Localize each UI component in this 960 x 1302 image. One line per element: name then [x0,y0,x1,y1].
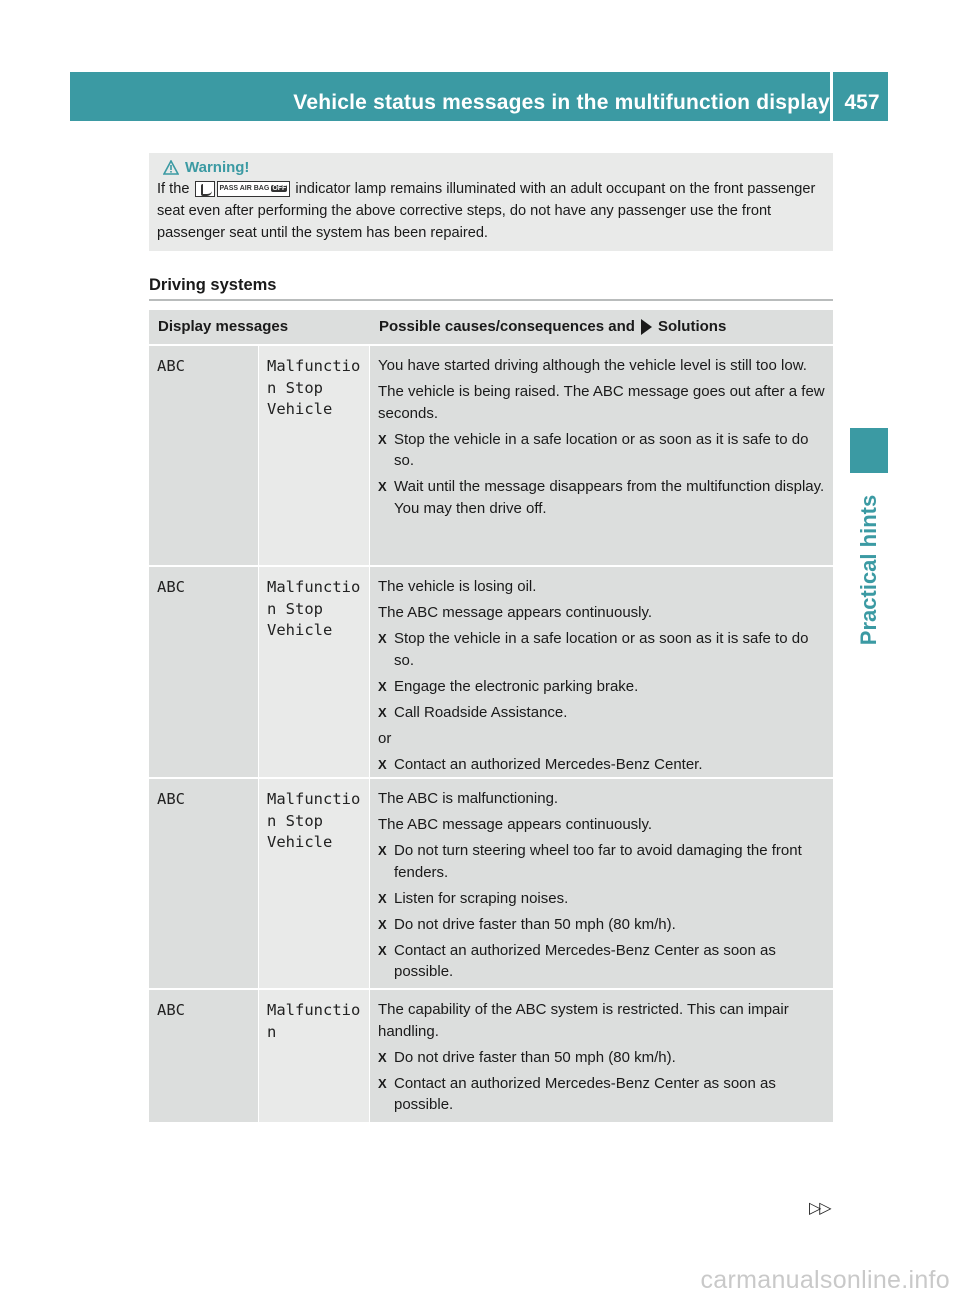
display-message: Malfunctio n Stop Vehicle [267,357,361,418]
step-text: Stop the vehicle in a safe location or as soon as it is safe to do so. [394,630,809,669]
section-rule [149,299,833,301]
cause-text: The ABC message appears continuously. [378,816,653,833]
solution-step [378,628,828,671]
cause-text: The capability of the ABC system is restricted. This can impair handling. [378,1001,789,1040]
step-text: Call Roadside Assistance. [394,703,568,721]
cell-message [259,567,369,777]
step-arrow-icon: X [378,942,387,958]
watermark: carmanualsonline.info [700,1266,950,1294]
step-arrow-icon: X [378,756,387,772]
cause-text: The ABC is malfunctioning. [378,790,559,807]
cell-message [259,779,369,988]
solution-step [378,940,828,983]
display-code: ABC [157,357,185,375]
step-extra-text: You may then drive off. [394,499,547,517]
header-causes-solutions [379,310,726,344]
table-row [149,990,833,1122]
pass-air-bag-off-icon [217,181,291,197]
warning-heading-text: Warning! [185,159,250,176]
step-text: Listen for scraping noises. [394,889,569,907]
solution-step [378,840,828,883]
solutions-body [378,788,828,987]
solutions-body [378,576,828,780]
warning-text-before: If the [157,181,190,197]
step-arrow-icon: X [378,479,387,494]
step-arrow-icon: X [378,916,387,932]
side-tab-marker [850,428,888,473]
solution-arrow-icon [641,319,652,335]
solution-step [378,429,828,472]
display-code: ABC [157,1001,185,1019]
header-divider [830,72,833,121]
header-causes-text: Possible causes/consequences and [379,318,635,335]
step-arrow-icon: X [378,704,387,720]
cell-solutions [370,990,833,1122]
warning-text [157,178,825,244]
cause-text: The vehicle is losing oil. [378,578,537,595]
step-arrow-icon: X [378,431,387,447]
cell-solutions [370,567,833,777]
pass-air-bag-off-label: OFF [272,185,287,193]
solution-step [378,476,828,519]
solution-step [378,702,828,724]
solution-step [378,1047,828,1069]
continue-arrows-icon: ▷▷ [809,1200,830,1217]
display-message: Malfunctio n Stop Vehicle [267,790,361,851]
cause-text: The vehicle is being raised. The ABC message goes out after a few seconds. [378,383,825,422]
solutions-body [378,355,828,524]
step-text: Contact an authorized Mercedes-Benz Center as soon as possible. [394,941,776,980]
step-text: Contact an authorized Mercedes-Benz Center. [394,755,703,773]
solution-step [378,676,828,698]
warning-heading [163,159,825,176]
step-arrow-icon: X [378,843,387,858]
section-title: Driving systems [149,276,277,294]
step-arrow-icon: X [378,678,387,694]
side-section-label: Practical hints [856,494,881,646]
step-arrow-icon: X [378,890,387,906]
solution-step [378,754,828,776]
table-row [149,346,833,565]
step-text: Do not drive faster than 50 mph (80 km/h). [394,1048,676,1066]
display-code: ABC [157,790,185,808]
step-text: Stop the vehicle in a safe location or as soon as it is safe to do so. [394,430,809,469]
solution-step [378,1073,828,1116]
cell-code [149,567,258,777]
page-header-title: Vehicle status messages in the multifunction display [293,91,830,114]
cell-message [259,346,369,565]
cell-code [149,990,258,1122]
cell-message [259,990,369,1122]
step-text: Do not drive faster than 50 mph (80 km/h). [394,915,676,933]
step-arrow-icon: X [378,1075,387,1091]
table-row [149,779,833,988]
cell-solutions [370,779,833,988]
step-arrow-icon: X [378,1049,387,1065]
page-number: 457 [844,91,880,114]
warning-box [149,153,833,251]
cell-solutions [370,346,833,565]
solution-step [378,914,828,936]
seat-occupant-icon [195,181,215,197]
cause-text: You have started driving although the vehicle level is still too low. [378,357,807,374]
header-solutions-text: Solutions [657,318,727,335]
cause-text: or [378,729,392,747]
cause-text: The ABC message appears continuously. [378,604,653,621]
solution-step [378,888,828,910]
warning-text-after: indicator lamp remains illuminated with an adult occupant on the front passenger seat even after performing the above corrective steps, do not have any passenger use the front passenger seat until the system has been repaired. [157,181,816,241]
step-text: Contact an authorized Mercedes-Benz Center as soon as possible. [394,1074,776,1113]
cell-code [149,346,258,565]
step-text: Do not turn steering wheel too far to avoid damaging the front fenders. [394,842,802,881]
cell-code [149,779,258,988]
warning-triangle-icon [163,160,179,175]
step-arrow-icon: X [378,631,387,646]
display-message: Malfunctio n [267,1001,361,1041]
pass-air-bag-label: PASS AIR BAG [219,185,270,193]
display-code: ABC [157,578,185,596]
header-display-messages: Display messages [158,318,289,335]
step-text: Engage the electronic parking brake. [394,677,639,695]
display-message: Malfunctio n Stop Vehicle [267,578,361,639]
solutions-body [378,999,828,1120]
step-text: Wait until the message disappears from the multifunction display. [394,478,825,495]
table-header [149,310,833,344]
table-row [149,567,833,777]
